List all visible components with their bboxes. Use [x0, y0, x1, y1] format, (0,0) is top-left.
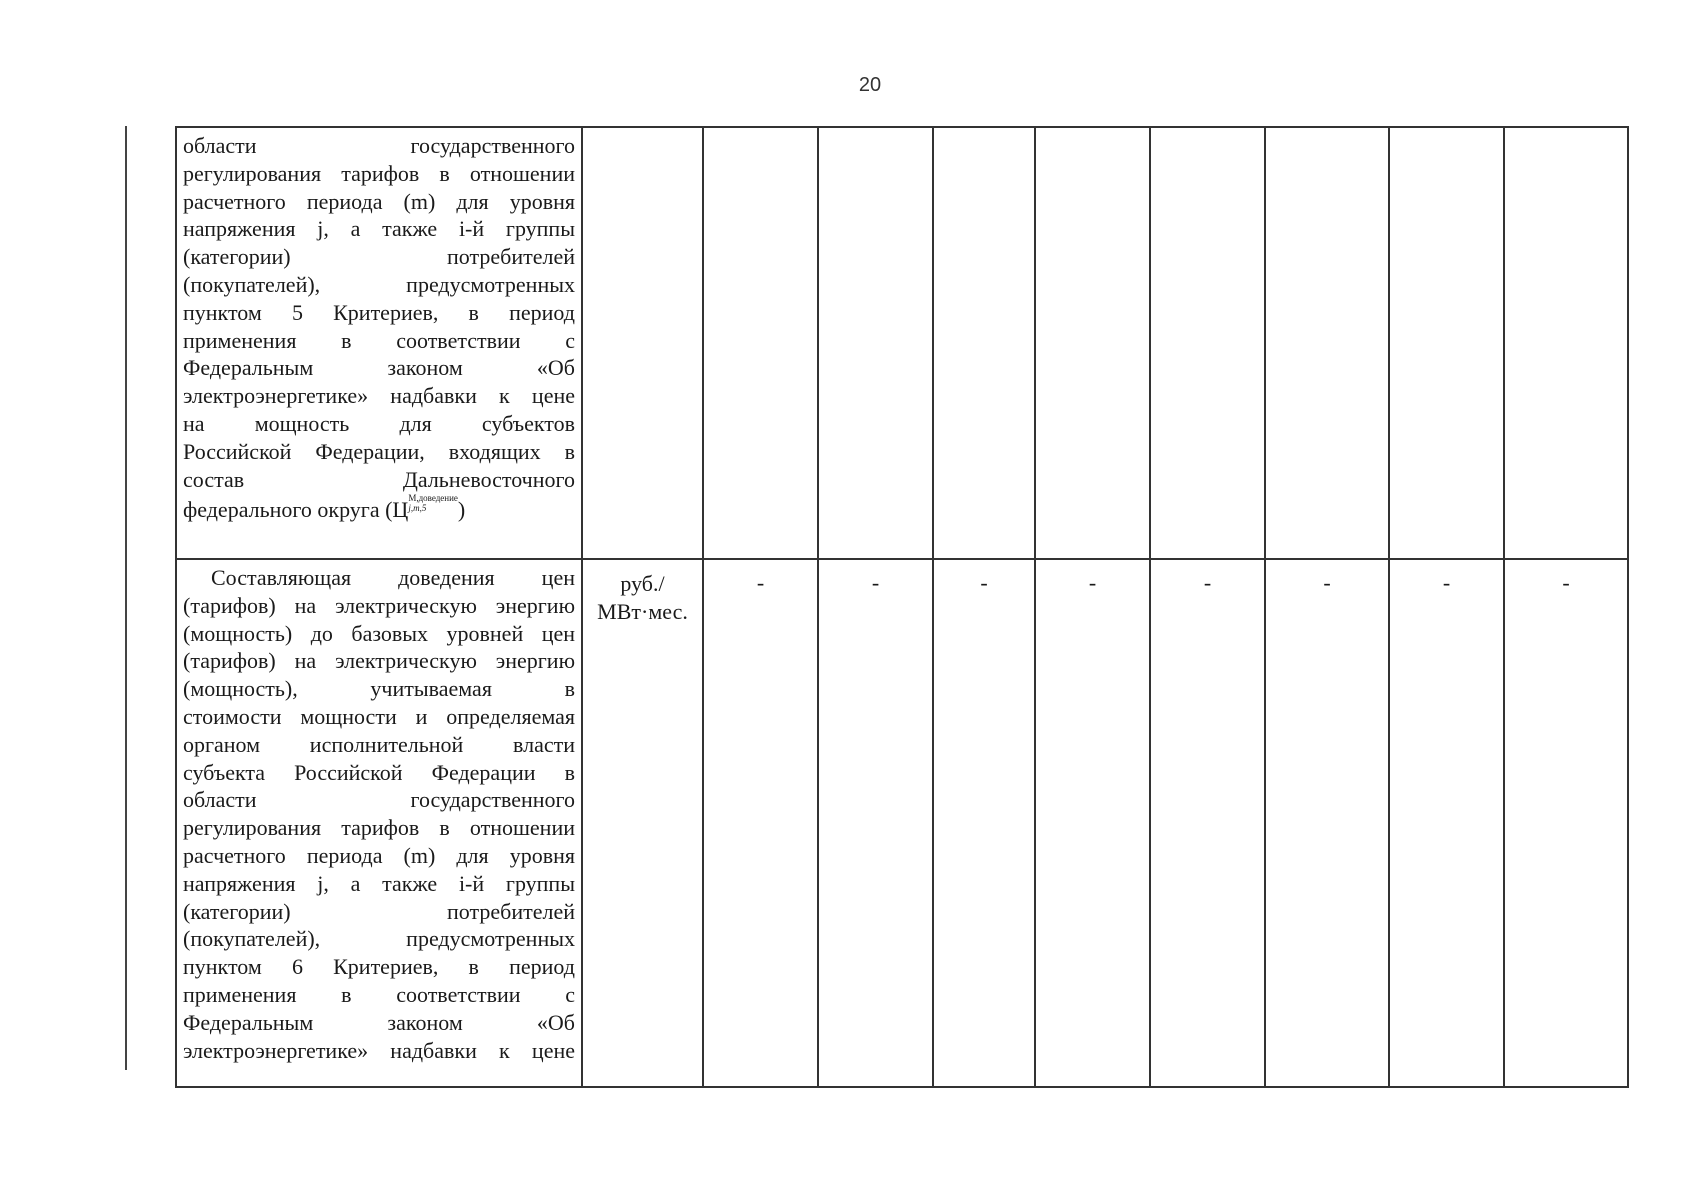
description-line: федерального округа — [183, 497, 380, 523]
value-cell: - — [933, 559, 1035, 1087]
description-line: (мощность), учитываемая в — [183, 676, 575, 702]
document-table — [175, 126, 1629, 1088]
description-line: электроэнергетике» надбавки к цене — [183, 1037, 575, 1063]
formula-subscript: j,m,5 — [408, 503, 427, 514]
table-row — [176, 127, 1628, 559]
description-line: Федеральным законом «Об — [183, 1009, 575, 1035]
description-line: (категории) потребителей — [183, 898, 575, 924]
description-line: расчетного периода (m) для уровня — [183, 188, 575, 214]
description-line: области государственного — [183, 787, 575, 813]
value-cell — [1504, 127, 1628, 559]
description-line: пунктом 5 Критериев, в период — [183, 299, 575, 325]
description-line: (покупателей), предусмотренных — [183, 926, 575, 952]
formula-close: ) — [457, 497, 466, 523]
value-cell — [1389, 127, 1504, 559]
description-cell — [176, 127, 582, 559]
description-line: регулирования тарифов в отношении — [183, 160, 575, 186]
description-line: применения в соответствии с — [183, 327, 575, 353]
value-cell: - — [1265, 559, 1389, 1087]
formula — [385, 493, 466, 523]
description-line: области государственного — [183, 133, 575, 158]
description-line: напряжения j, а также i-й группы — [183, 870, 575, 896]
description-line: стоимости мощности и определяемая — [183, 703, 575, 729]
description-line: состав Дальневосточного — [183, 466, 575, 492]
description-line: напряжения j, а также i-й группы — [183, 216, 575, 242]
value-cell — [1150, 127, 1265, 559]
formula-open: (Ц — [385, 497, 409, 523]
value-cell — [1265, 127, 1389, 559]
formula-superscript: М,доведение — [408, 493, 458, 504]
value-cell: - — [703, 559, 818, 1087]
value-cell: - — [818, 559, 933, 1087]
unit-cell: руб./ МВт·мес. — [582, 559, 703, 1087]
table-row — [176, 559, 1628, 1087]
formula-indices — [408, 493, 458, 513]
description-line: регулирования тарифов в отношении — [183, 815, 575, 841]
description-line: электроэнергетике» надбавки к цене — [183, 383, 575, 409]
page-number: 20 — [858, 74, 882, 96]
description-line: (мощность) до базовых уровней цен — [183, 620, 575, 646]
description-line: применения в соответствии с — [183, 981, 575, 1007]
value-cell — [933, 127, 1035, 559]
unit-cell — [582, 127, 703, 559]
description-line: Федеральным законом «Об — [183, 355, 575, 381]
description-line: (покупателей), предусмотренных — [183, 271, 575, 297]
value-cell: - — [1150, 559, 1265, 1087]
value-cell — [1035, 127, 1150, 559]
value-cell — [818, 127, 933, 559]
value-cell: - — [1035, 559, 1150, 1087]
value-cell — [703, 127, 818, 559]
description-line-with-formula — [183, 493, 575, 524]
description-line: субъекта Российской Федерации в — [183, 759, 575, 785]
description-line: органом исполнительной власти — [183, 731, 575, 757]
description-line: пунктом 6 Критериев, в период — [183, 954, 575, 980]
description-line: на мощность для субъектов — [183, 410, 575, 436]
value-cell: - — [1504, 559, 1628, 1087]
value-cell: - — [1389, 559, 1504, 1087]
description-line: (тарифов) на электрическую энергию — [183, 592, 575, 618]
description-line: (тарифов) на электрическую энергию — [183, 648, 575, 674]
description-line: расчетного периода (m) для уровня — [183, 842, 575, 868]
description-cell — [176, 559, 582, 1087]
description-line: Составляющая доведения цен — [211, 565, 575, 590]
description-line: Российской Федерации, входящих в — [183, 438, 575, 464]
margin-line — [125, 126, 127, 1070]
description-line: (категории) потребителей — [183, 244, 575, 270]
